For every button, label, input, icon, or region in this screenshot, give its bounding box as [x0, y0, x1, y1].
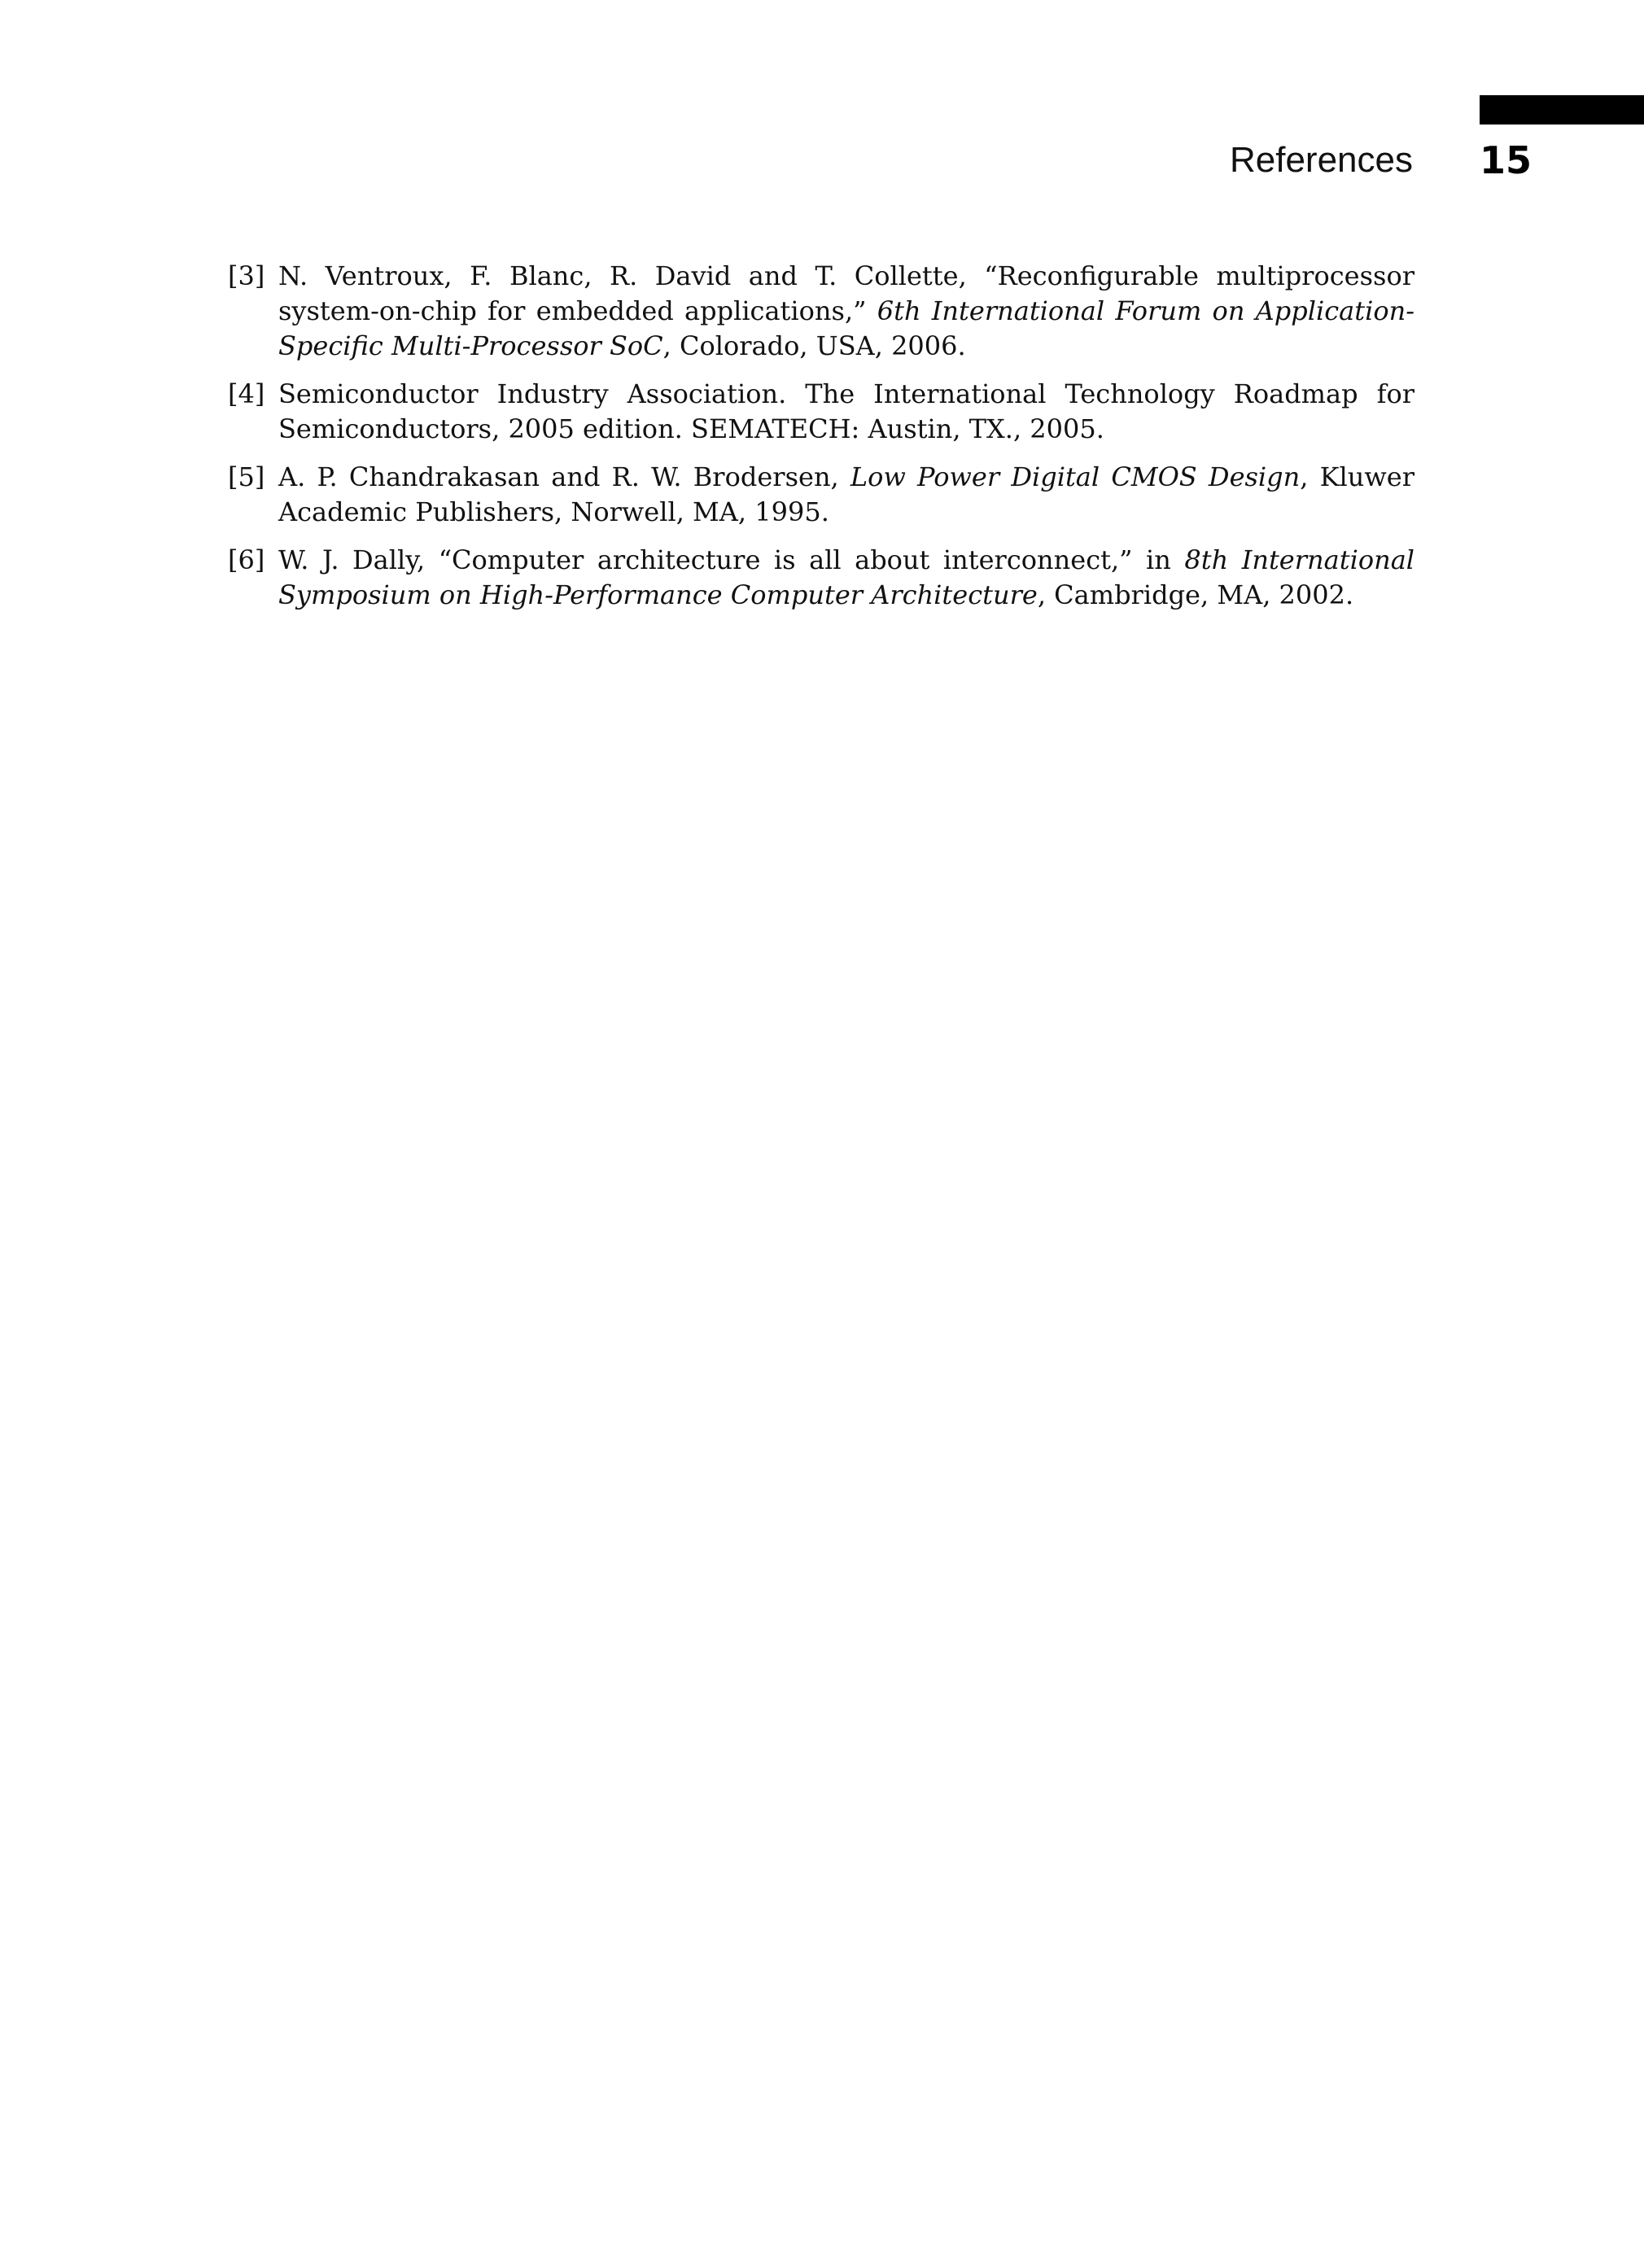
reference-number: [6]	[228, 544, 265, 575]
reference-number: [3]	[228, 260, 265, 291]
section-title: References	[1229, 140, 1413, 180]
reference-number: [5]	[228, 461, 265, 492]
reference-book-title: Low Power Digital CMOS Design	[850, 461, 1301, 492]
reference-text	[278, 377, 1414, 447]
reference-text-tail: , Colorado, USA, 2006.	[662, 330, 966, 361]
reference-text-plain: Semiconductor Industry Association. The International Technology Roadmap for Semiconductors, 2005 edition. SEMATECH: Austin, TX., 2005.	[278, 378, 1414, 444]
reference-text	[278, 543, 1414, 613]
reference-venue: 6th International Forum on Application-Specific Multi-Processor SoC	[278, 295, 1414, 361]
chapter-tab-bar	[1480, 95, 1644, 125]
reference-text-plain: A. P. Chandrakasan and R. W. Brodersen,	[278, 461, 850, 492]
reference-text-plain: N. Ventroux, F. Blanc, R. David and T. Collette, “Reconfigurable multiprocessor system-on-chip for embedded applications,”	[278, 260, 1414, 326]
reference-item	[228, 543, 1414, 613]
reference-text-tail: , Cambridge, MA, 2002.	[1037, 579, 1354, 610]
reference-item	[228, 259, 1414, 364]
reference-text	[278, 259, 1414, 364]
reference-text	[278, 460, 1414, 530]
reference-list	[228, 259, 1414, 626]
running-header	[0, 132, 1644, 189]
reference-text-tail: , Kluwer Academic Publishers, Norwell, MA, 1995.	[278, 461, 1415, 527]
reference-venue: 8th International Symposium on High-Performance Computer Architecture	[278, 544, 1415, 610]
reference-item	[228, 460, 1414, 530]
reference-text-plain: W. J. Dally, “Computer architecture is all about interconnect,” in	[278, 544, 1185, 575]
reference-number: [4]	[228, 378, 265, 409]
reference-item	[228, 377, 1414, 447]
page-number: 15	[1480, 138, 1533, 182]
